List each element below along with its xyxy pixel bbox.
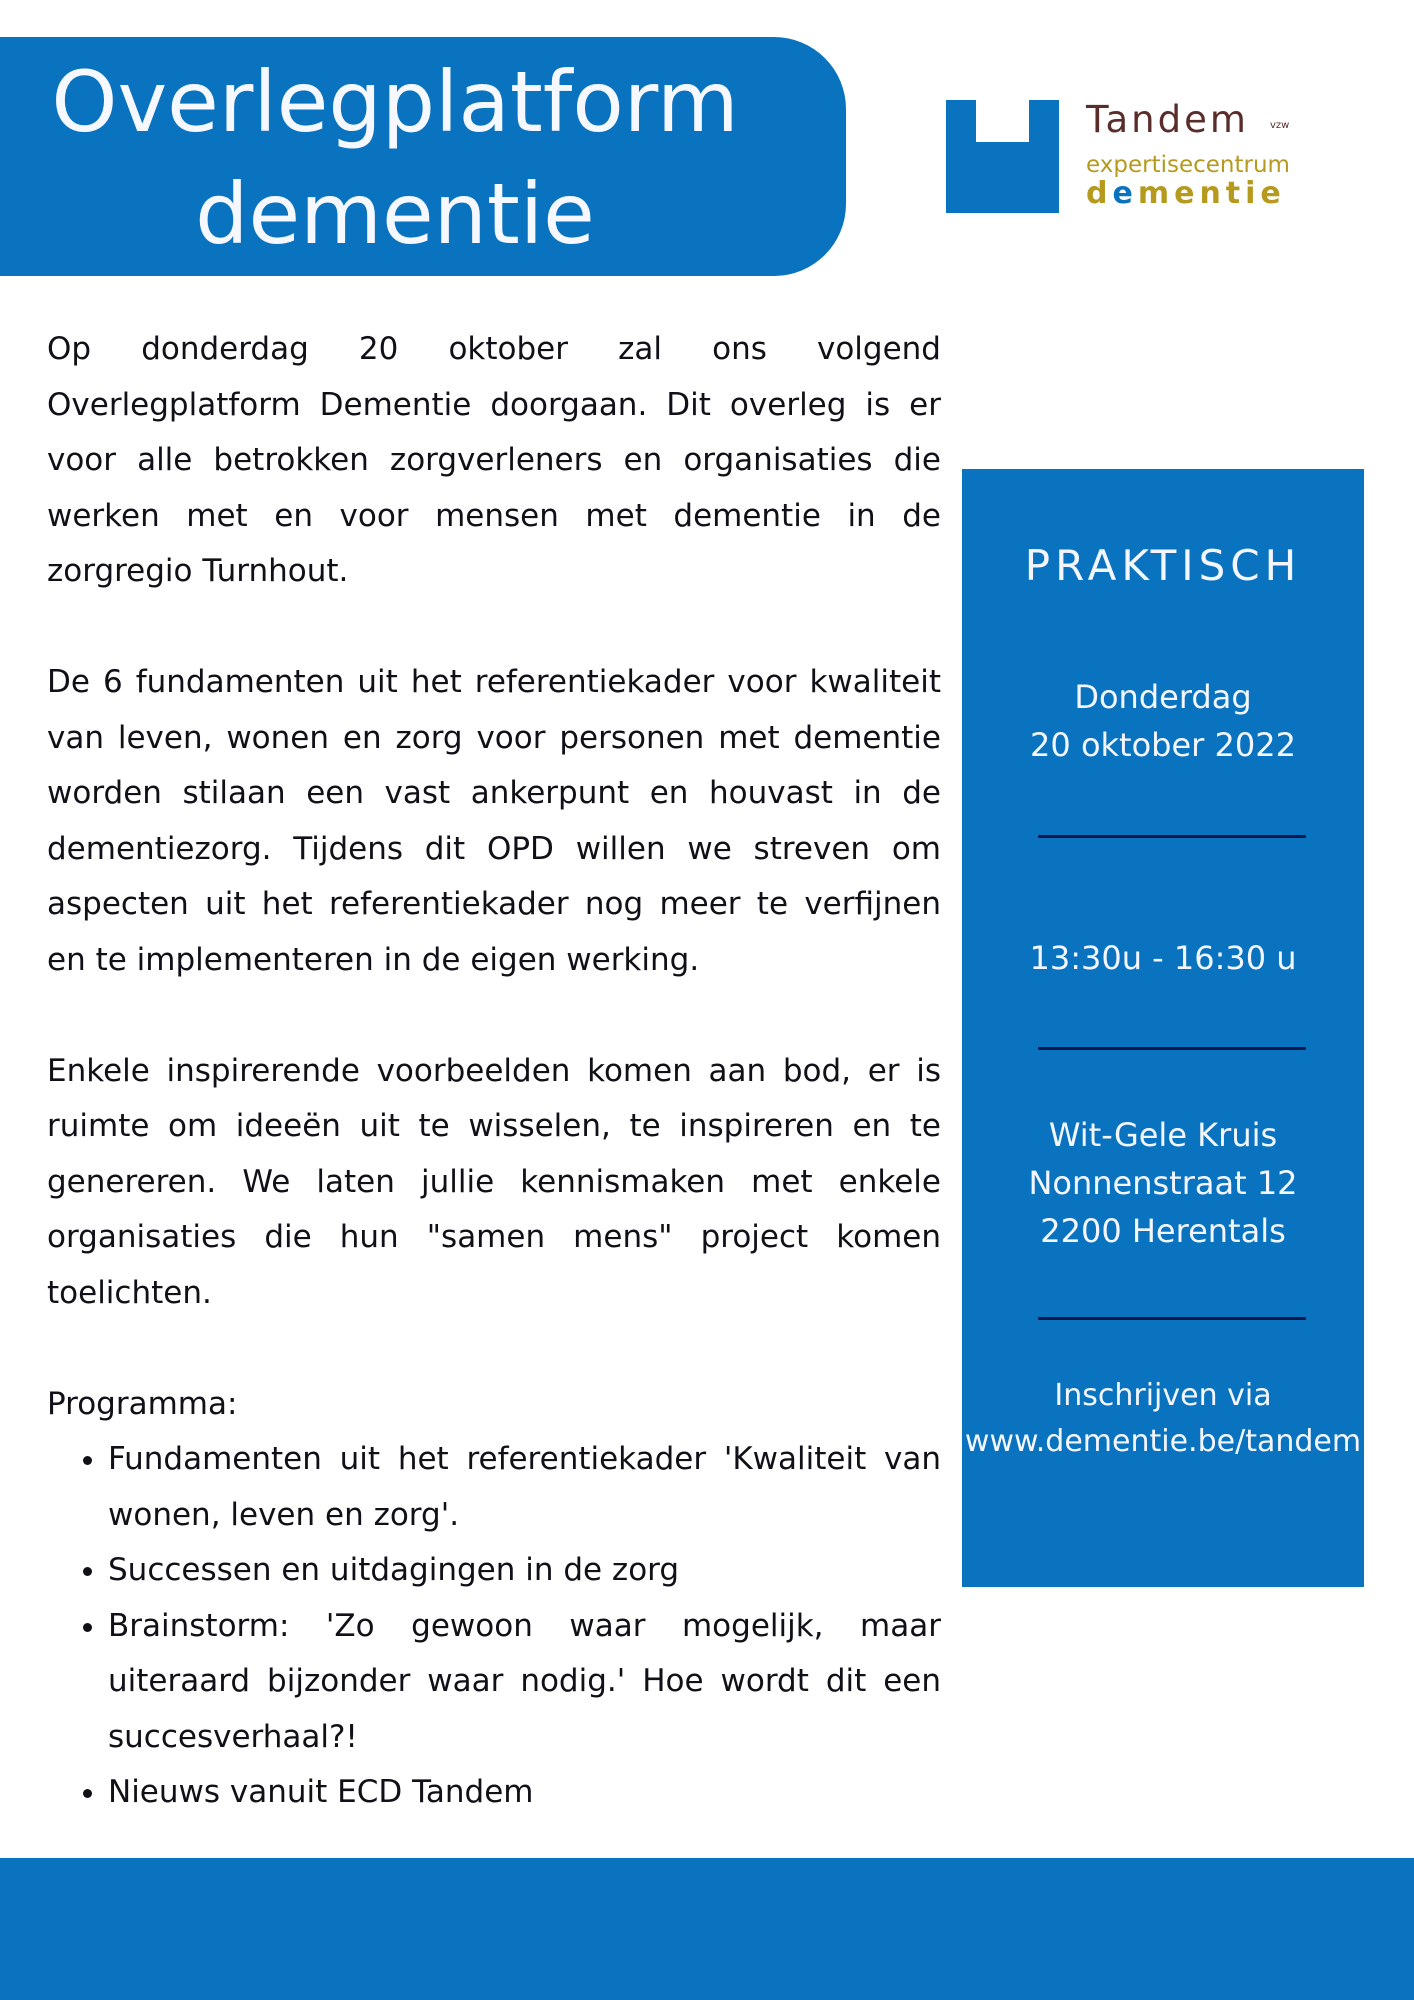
logo-word-part2: e [1112,176,1138,211]
logo-subtitle: expertisecentrum [1086,152,1290,178]
footer-band [0,1858,1414,2000]
event-location [962,1111,1364,1255]
practical-title: PRAKTISCH [1024,541,1302,590]
intro-paragraph-2: De 6 fundamenten uit het referentiekader voor kwaliteit van leven, wonen en zorg voor personen met dementie worden stilaan een vast ankerpunt en houvast in de dementiezorg. Tijdens dit OPD willen we streven om aspecten uit het referentiekader nog meer te verfijnen en te implementeren in de eigen werking. [47,664,941,978]
intro-paragraph-1: Op donderdag 20 oktober zal ons volgend Overlegplatform Dementie doorgaan. Dit overleg is er voor alle betrokken zorgverleners en organisaties die werken met en voor mensen met dementie in de zorgregio Turnhout. [47,331,941,589]
logo-word [1086,176,1286,211]
program-item: • Fundamenten uit het referentiekader 'Kwaliteit van wonen, leven en zorg'. [108,1432,941,1543]
divider [1038,1317,1306,1320]
logo-suffix: vzw [1270,120,1290,131]
program-item: • Nieuws vanuit ECD Tandem [108,1765,941,1821]
program-heading: Programma: [47,1385,238,1422]
event-day: Donderdag [1074,678,1252,716]
logo-name: Tandem [1086,98,1249,141]
title-line-1: Overlegplatform [51,53,739,151]
registration [962,1373,1364,1465]
divider [1038,1047,1306,1050]
main-content [47,322,941,1821]
tandem-logo [946,98,1306,216]
intro-paragraph-3: Enkele inspirerende voorbeelden komen aan bod, er is ruimte om ideeën uit te wisselen, te inspireren en te genereren. We laten jullie kennismaken met enkele organisaties die hun "samen mens" project komen toelichten. [47,1052,941,1311]
location-city: 2200 Herentals [1040,1212,1286,1250]
logo-word-part3: mentie [1137,176,1286,211]
program-item: • Brainstorm: 'Zo gewoon waar mogelijk, maar uiteraard bijzonder waar nodig.' Hoe wordt dit een succesverhaal?! [108,1599,941,1766]
logo-mark-icon [946,100,1059,213]
event-time: 13:30u - 16:30 u [1029,939,1297,977]
event-full-date: 20 oktober 2022 [1030,726,1296,764]
register-label: Inschrijven via [1054,1378,1272,1413]
logo-word-part1: d [1086,176,1113,211]
program-item: • Successen en uitdagingen in de zorg [108,1543,941,1599]
event-date [962,673,1364,769]
location-name: Wit-Gele Kruis [1048,1116,1278,1154]
practical-info-panel [962,469,1364,1587]
page-title [0,46,790,270]
divider [1038,835,1306,838]
register-link[interactable]: www.dementie.be/tandem [964,1424,1362,1459]
location-street: Nonnenstraat 12 [1028,1164,1298,1202]
title-line-2: dementie [195,165,595,263]
program-list [47,1432,941,1821]
